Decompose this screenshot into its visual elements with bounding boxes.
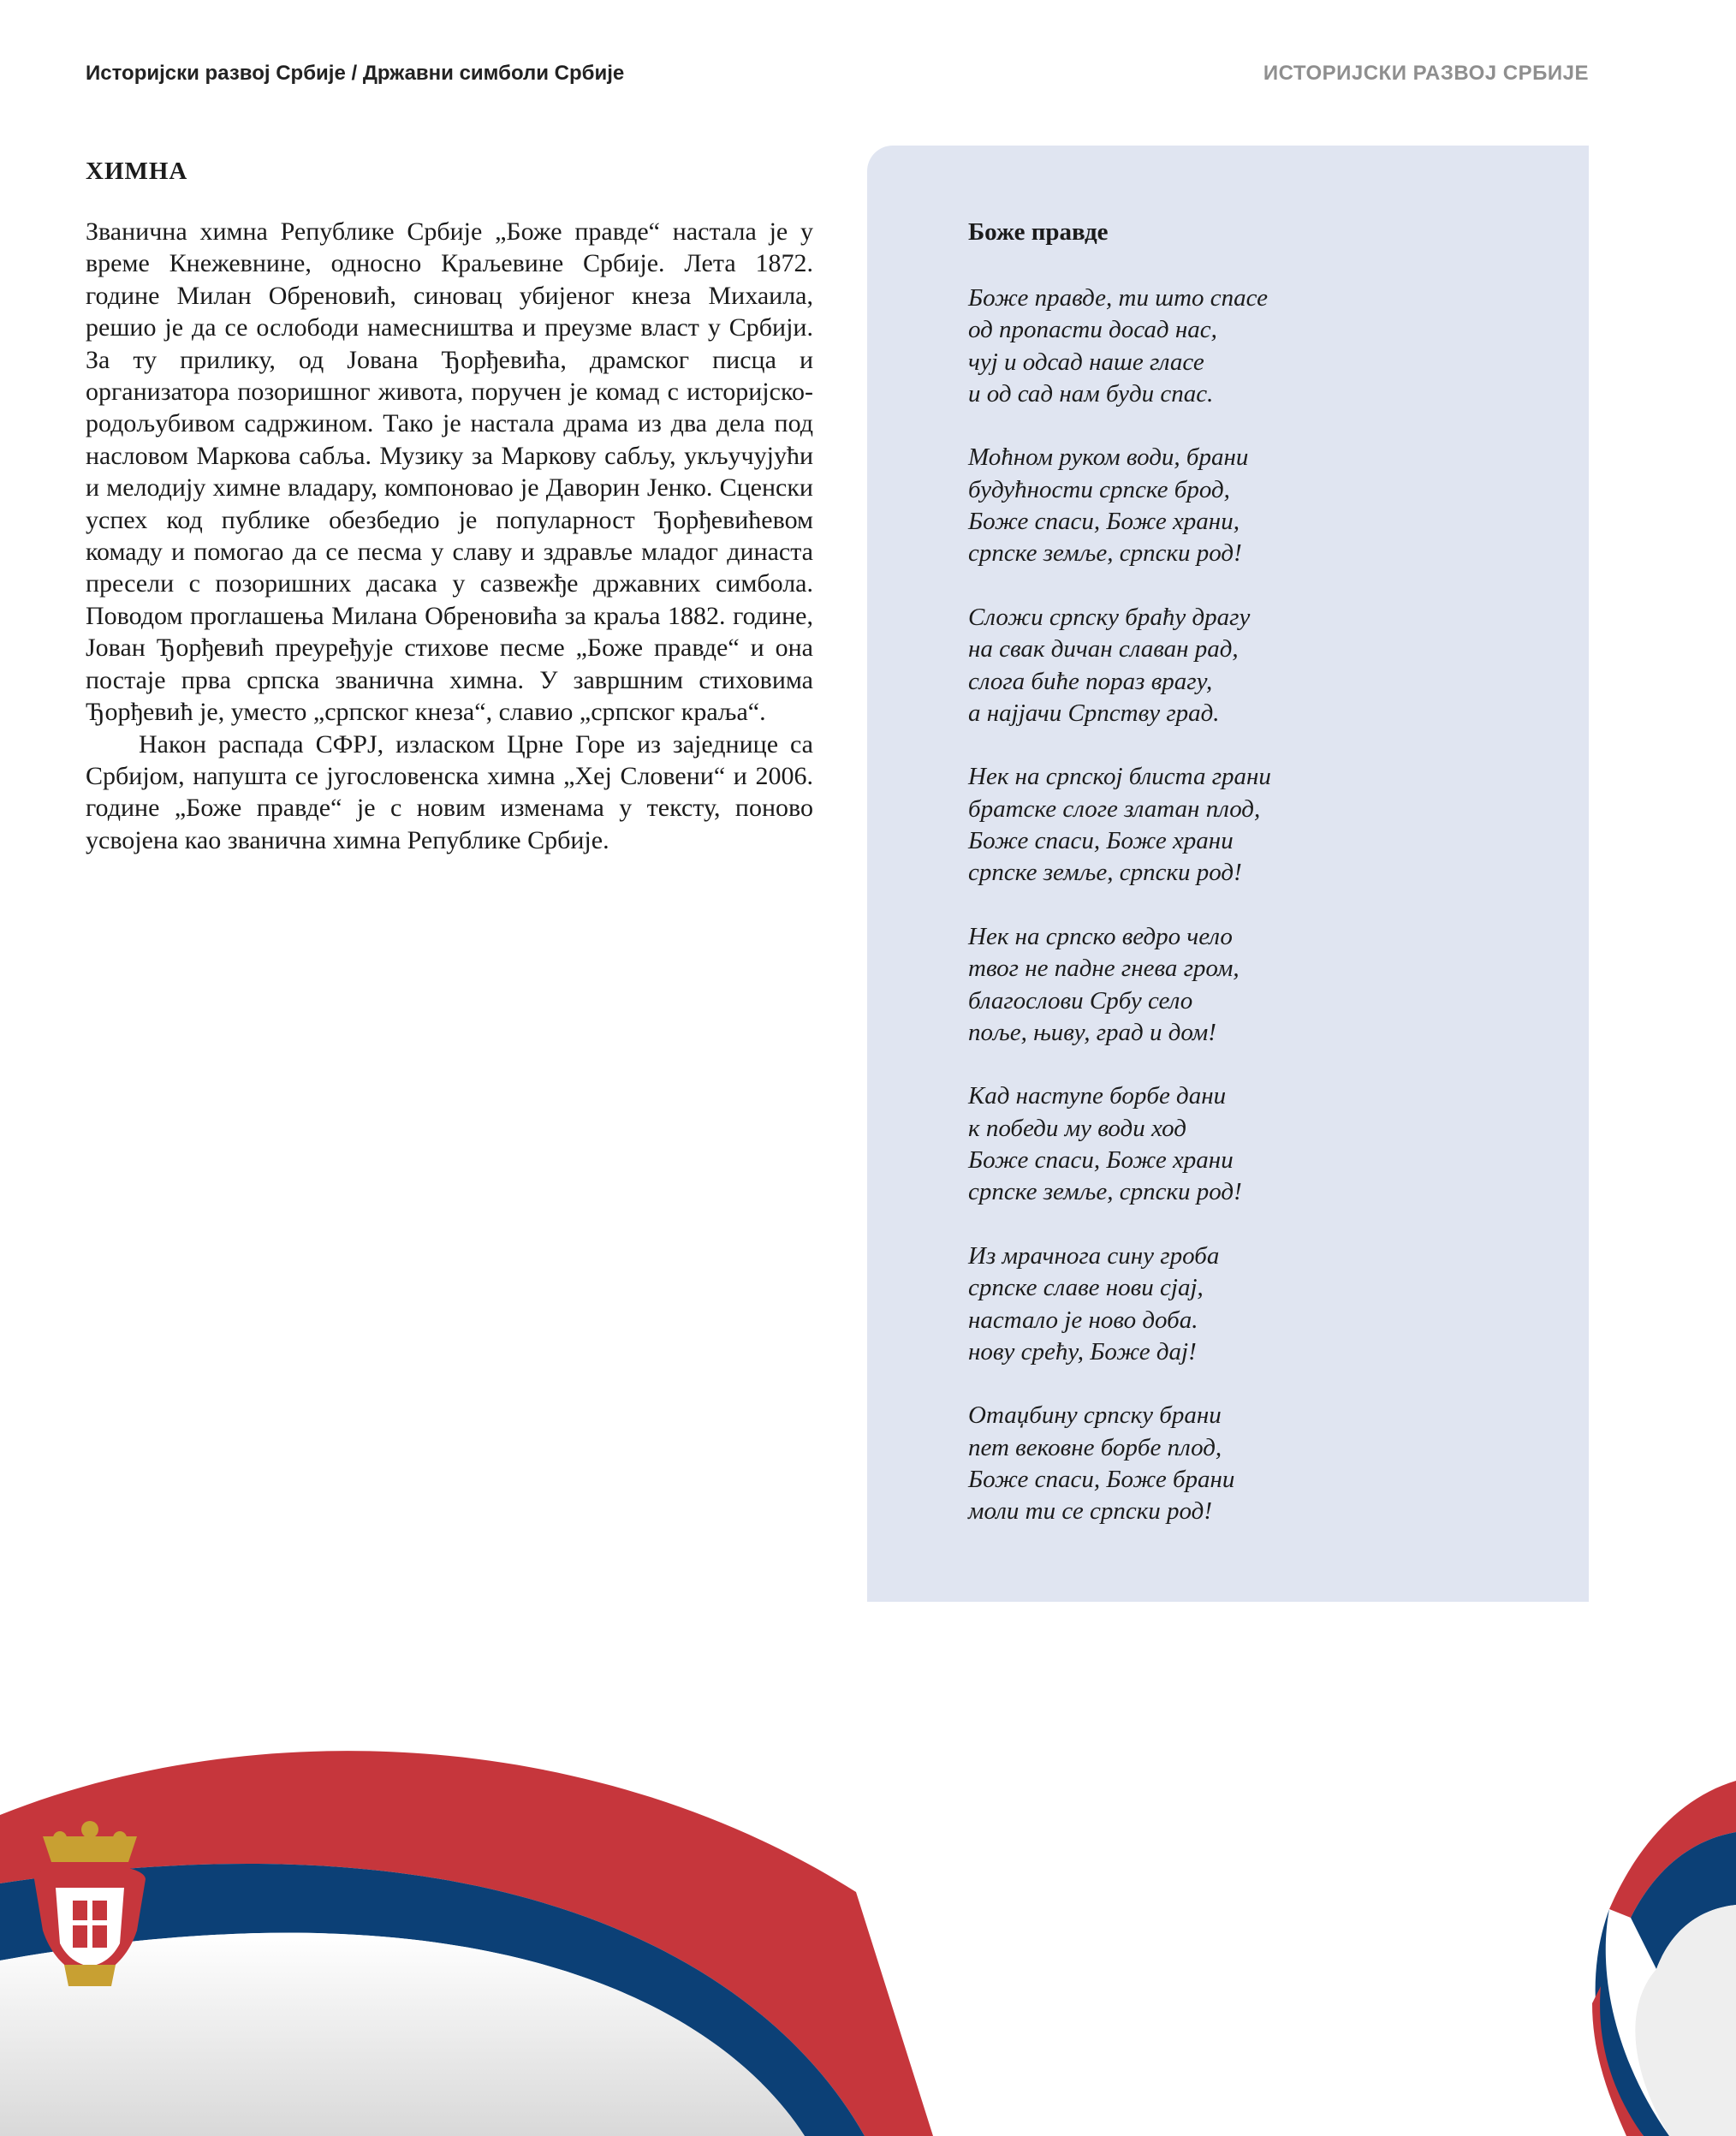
lyric-line: Сложи српску браћу драгу [968, 603, 1251, 631]
anthem-lyrics [968, 283, 1567, 1560]
stanza [968, 1080, 1567, 1208]
lyric-line: српске славе нови сјај, [968, 1274, 1204, 1302]
serbian-flag-ribbon-left [0, 1746, 1061, 2136]
lyric-line: Нек на српској блиста грани [968, 763, 1271, 791]
stanza [968, 1400, 1567, 1527]
lyric-line: моли ти се српски род! [968, 1497, 1212, 1526]
stanza [968, 1241, 1567, 1368]
lyric-line: Боже спаси, Боже брани [968, 1465, 1235, 1493]
stanza [968, 442, 1567, 569]
lyric-line: а најјачи Српству град. [968, 699, 1220, 727]
lyric-line: к победи му води ход [968, 1114, 1186, 1142]
lyric-line: Отаџбину српску брани [968, 1401, 1222, 1430]
stanza [968, 283, 1567, 410]
serbian-flag-ribbon-right [1592, 1781, 1736, 2136]
lyric-line: српске земље, српски род! [968, 859, 1242, 887]
lyric-line: српске земље, српски род! [968, 539, 1242, 568]
lyric-line: поље, њиву, град и дом! [968, 1018, 1216, 1046]
stanza [968, 761, 1567, 889]
lyric-line: пет вековне борбе плод, [968, 1433, 1222, 1461]
lyric-line: нову срећу, Боже дај! [968, 1337, 1197, 1365]
lyric-line: Кад наступе борбе дани [968, 1082, 1227, 1110]
anthem-title: Боже правде [968, 218, 1109, 246]
stanza [968, 921, 1567, 1049]
lyric-line: слога биће пораз врагу, [968, 667, 1213, 695]
lyric-line: Боже спаси, Боже храни [968, 827, 1234, 855]
lyric-line: од пропасти досад нас, [968, 316, 1217, 344]
lyric-line: Моћном руком води, брани [968, 443, 1249, 472]
lyric-line: благослови Србу село [968, 986, 1193, 1014]
stanza [968, 602, 1567, 729]
lyric-line: твог не падне гнева гром, [968, 955, 1240, 983]
lyric-line: будућности српске брод, [968, 475, 1230, 503]
lyric-line: Боже спаси, Боже храни [968, 1146, 1234, 1175]
paragraph: Званична химна Републике Србије „Боже правде“ настала је у време Кнежевнине, односно Краљевине Србије. Лета 1872. године Милан Обреновић, синовац убијеног кнеза Михаила, решио је да се ослободи намесништва и преузме власт у Србији. За ту прилику, од Јована Ђорђевића, драмског писца и организатора позоришног живота, поручен је комад с историјско-родољубивом садржином. Тако је настала драма из два дела под насловом Маркова сабља. Музику за Маркову сабљу, укључујући и мелодију химне владару, компоновао је Даворин Јенко. Сценски успех код публике обезбедио је популарност Ђорђевићевом комаду и помогао да се песма у славу и здравље младог династа пресели с позоришних дасака у сазвежђе државних симбола. Поводом проглашења Милана Обреновића за краља 1882. године, Јован Ђорђевић преуређује стихове песме „Боже правде“ и она постаје прва српска званична химна. У завршним стиховима Ђорђевић је, уместо „српског кнеза“, славио „српског краља“. [86, 217, 813, 727]
lyric-line: Боже правде, ти што спасе [968, 284, 1269, 312]
lyric-line: и од сад нам буди спас. [968, 379, 1214, 408]
lyric-line: на свак дичан славан рад, [968, 635, 1239, 663]
page-title: ХИМНА [86, 158, 188, 185]
lyric-line: Из мрачнога сину гроба [968, 1241, 1220, 1270]
section-label: ИСТОРИЈСКИ РАЗВОЈ СРБИЈЕ [1263, 62, 1589, 85]
lyric-line: братске слоге златан плод, [968, 794, 1261, 823]
article-body [86, 216, 813, 856]
lyric-line: настало је ново доба. [968, 1306, 1198, 1334]
lyric-line: чуј и одсад наше гласе [968, 348, 1204, 376]
lyric-line: српске земље, српски род! [968, 1178, 1242, 1206]
lyric-line: Нек на српско ведро чело [968, 922, 1233, 950]
lyric-line: Боже спаси, Боже храни, [968, 508, 1240, 536]
breadcrumb: Историјски развој Србије / Државни симболи Србије [86, 62, 625, 85]
paragraph: Након распада СФРЈ, изласком Црне Горе из заједнице са Србијом, напушта се југословенска химна „Хеј Словени“ и 2006. године „Боже правде“ је с новим изменама у тексту, поново усвојена као званична химна Републике Србије. [86, 729, 813, 854]
